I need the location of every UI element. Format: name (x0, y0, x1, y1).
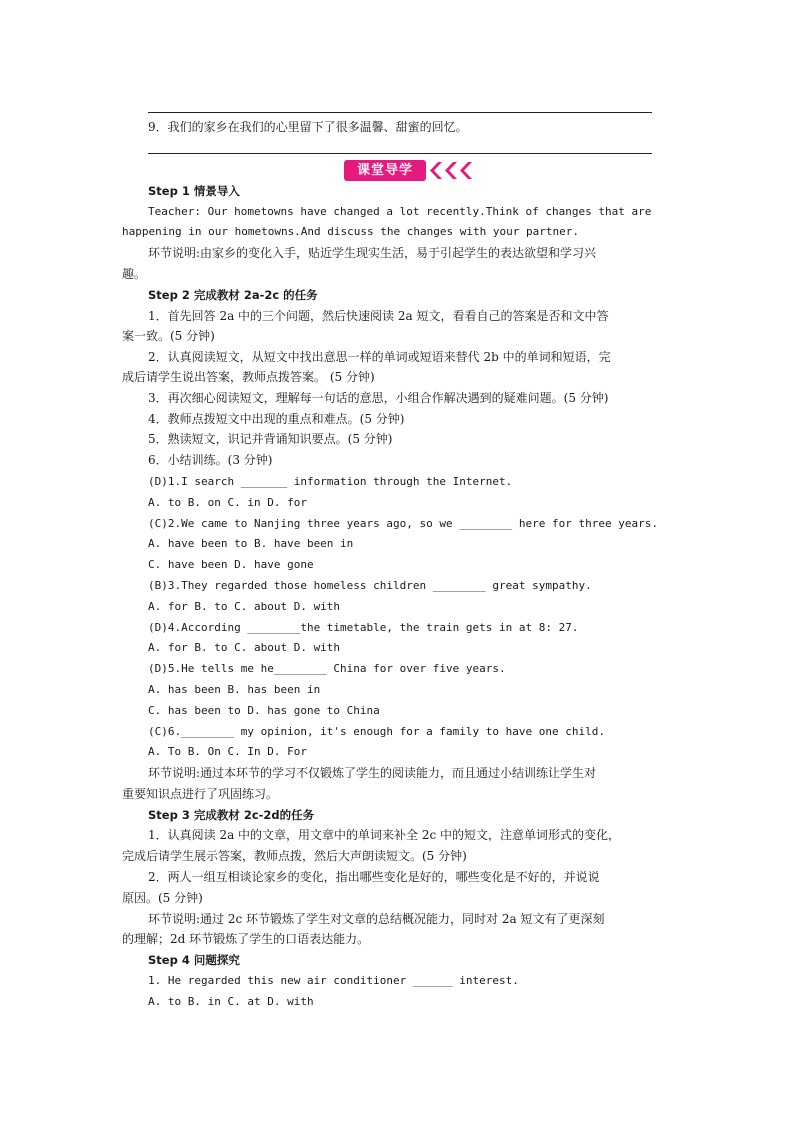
task-item: 案一致。(5 分钟) (122, 329, 215, 343)
chevron-left-icon (460, 162, 474, 179)
exercise-question: (B)3.They regarded those homeless children ________ great sympathy. (148, 579, 592, 592)
exercise-question: 1. He regarded this new air conditioner ______ interest. (148, 974, 519, 987)
exercise-options: A. for B. to C. about D. with (148, 600, 341, 613)
section-note: 重要知识点进行了巩固练习。 (122, 787, 279, 801)
exercise-question: (C)6.________ my opinion, it's enough for a family to have one child. (148, 725, 605, 738)
exercise-options: A. has been B. has been in (148, 683, 321, 696)
exercise-options: A. To B. On C. In D. For (148, 745, 307, 758)
task-item: 成后请学生说出答案，教师点拨答案。 (5 分钟) (122, 370, 375, 384)
exercise-options: C. has been to D. has gone to China (148, 704, 380, 717)
step-2-heading: Step 2 完成教材 2a-2c 的任务 (148, 288, 318, 302)
section-note: 趣。 (122, 267, 147, 281)
exercise-options: A. to B. in C. at D. with (148, 995, 314, 1008)
exercise-options: A. for B. to C. about D. with (148, 641, 341, 654)
task-item: 1．认真阅读 2a 中的文章，用文章中的单词来补全 2c 中的短文，注意单词形式的变化， (148, 828, 621, 842)
task-item: 1．首先回答 2a 中的三个问题，然后快速阅读 2a 短文，看看自己的答案是否和文中答 (148, 309, 609, 323)
step-3-heading: Step 3 完成教材 2c-2d的任务 (148, 808, 315, 822)
task-item: 2．两人一组互相谈论家乡的变化，指出哪些变化是好的，哪些变化是不好的，并说说 (148, 870, 600, 884)
exercise-options: A. to B. on C. in D. for (148, 496, 307, 509)
section-note: 环节说明:通过本环节的学习不仅锻炼了学生的阅读能力，而且通过小结训练让学生对 (148, 766, 597, 780)
answer-line (148, 153, 652, 154)
exercise-options: C. have been D. have gone (148, 558, 314, 571)
exercise-question: (D)1.I search _______ information through the Internet. (148, 475, 513, 488)
exercise-question: (D)5.He tells me he________ China for over five years. (148, 662, 506, 675)
section-note: 环节说明:由家乡的变化入手，贴近学生现实生活，易于引起学生的表达欲望和学习兴 (148, 246, 597, 260)
item-9: 9．我们的家乡在我们的心里留下了很多温馨、甜蜜的回忆。 (148, 120, 468, 134)
teacher-text: happening in our hometowns.And discuss the changes with your partner. (122, 225, 579, 238)
task-item: 3．再次细心阅读短文，理解每一句话的意思，小组合作解决遇到的疑难问题。(5 分钟) (148, 391, 609, 405)
banner-title: 课堂导学 (344, 160, 426, 181)
task-item: 6．小结训练。(3 分钟) (148, 453, 273, 467)
answer-line (148, 112, 652, 113)
section-note: 的理解；2d 环节锻炼了学生的口语表达能力。 (122, 932, 370, 946)
step-1-heading: Step 1 情景导入 (148, 184, 240, 198)
task-item: 原因。(5 分钟) (122, 891, 203, 905)
chevron-left-icon (430, 162, 444, 179)
task-item: 5．熟读短文，识记并背诵知识要点。(5 分钟) (148, 432, 393, 446)
task-item: 2．认真阅读短文，从短文中找出意思一样的单词或短语来替代 2b 中的单词和短语，完 (148, 350, 611, 364)
task-item: 4．教师点拨短文中出现的重点和难点。(5 分钟) (148, 412, 405, 426)
teacher-text: Teacher: Our hometowns have changed a lot recently.Think of changes that are (148, 205, 652, 218)
exercise-question: (C)2.We came to Nanjing three years ago, so we ________ here for three years. (148, 517, 658, 530)
chevron-left-icon (445, 162, 459, 179)
exercise-options: A. have been to B. have been in (148, 537, 354, 550)
exercise-question: (D)4.According ________the timetable, the train gets in at 8: 27. (148, 621, 579, 634)
section-banner (344, 160, 484, 181)
section-note: 环节说明:通过 2c 环节锻炼了学生对文章的总结概况能力，同时对 2a 短文有了更深刻 (148, 912, 605, 926)
step-4-heading: Step 4 问题探究 (148, 953, 240, 967)
task-item: 完成后请学生展示答案，教师点拨，然后大声朗读短文。(5 分钟) (122, 849, 467, 863)
